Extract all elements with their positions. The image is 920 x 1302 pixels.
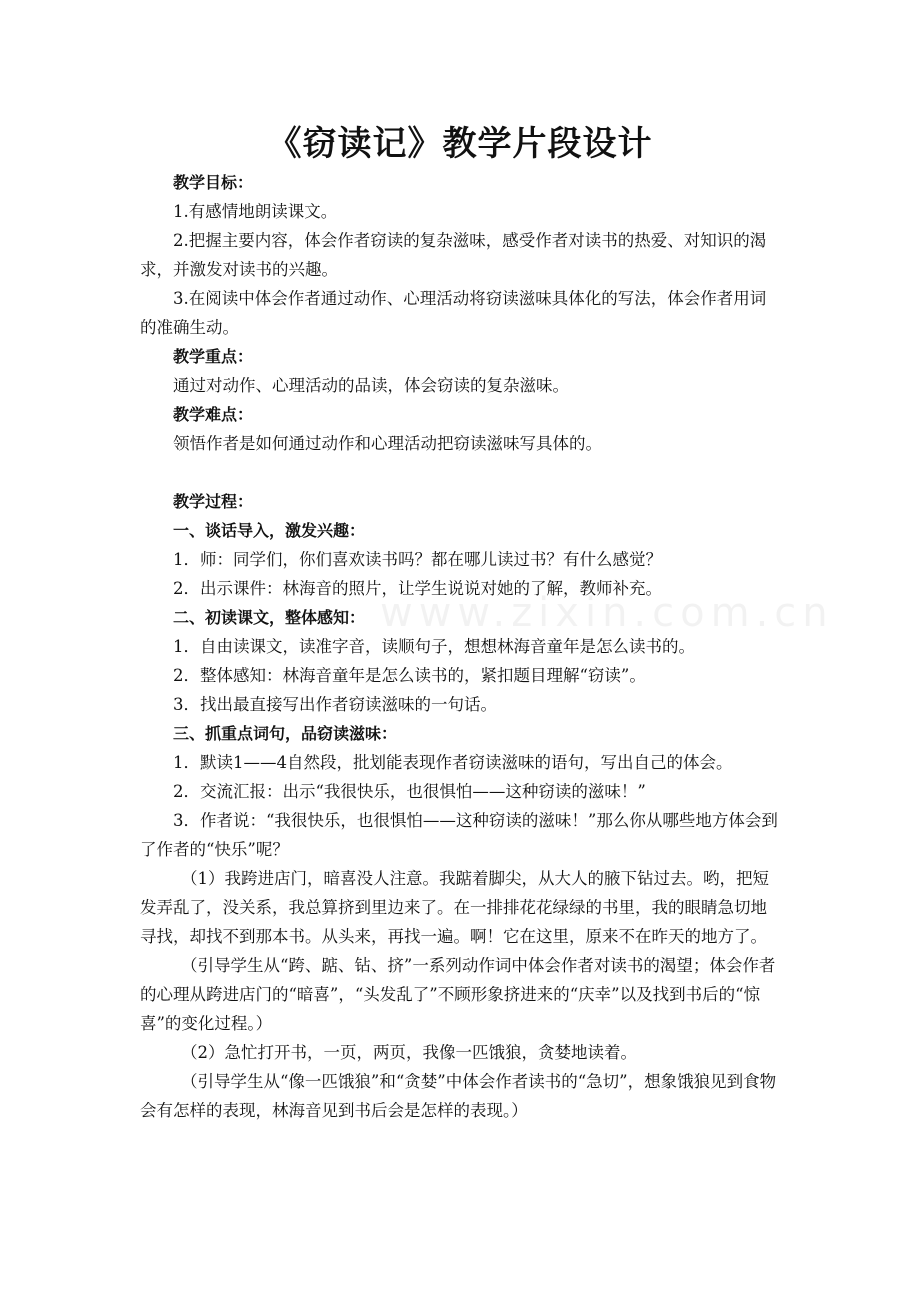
section-heading: 二、初读课文，整体感知： [173,608,366,627]
objective-item: 1.有感情地朗读课文。 [173,202,338,221]
difficulty-heading: 教学难点： [173,405,254,424]
section-heading: 一、谈话导入，激发兴趣： [173,521,366,540]
section-heading: 三、抓重点词句，品窃读滋味： [173,724,398,743]
guidance-paragraph: （引导学生从“跨、踮、钻、挤”一系列动作词中体会作者对读书的渴望；体会作者的心理从跨进店门的“暗喜”，“头发乱了”不顾形象挤进来的“庆幸”以及找到书后的“惊喜”的变化过程。） [140,956,776,1033]
process-item: 3．找出最直接写出作者窃读滋味的一句话。 [173,695,497,714]
objective-item: 2.把握主要内容，体会作者窃读的复杂滋味，感受作者对读书的热爱、对知识的渴求，并激发对读书的兴趣。 [140,231,767,279]
process-item: 1．自由读课文，读准字音，读顺句子，想想林海音童年是怎么读书的。 [173,637,695,656]
process-item: 2．交流汇报：出示“我很快乐，也很惧怕——这种窃读的滋味！” [173,782,646,801]
difficulty-text: 领悟作者是如何通过动作和心理活动把窃读滋味写具体的。 [173,434,602,453]
process-heading: 教学过程： [173,492,254,511]
guidance-paragraph: （引导学生从“像一匹饿狼”和“贪婪”中体会作者读书的“急切”，想象饿狼见到食物会有怎样的表现，林海音见到书后会是怎样的表现。） [140,1072,777,1120]
process-item: 1．师：同学们，你们喜欢读书吗？都在哪儿读过书？有什么感觉？ [173,550,662,569]
document-body [140,168,780,1125]
quote-paragraph: （2）急忙打开书，一页，两页，我像一匹饿狼，贪婪地读着。 [181,1043,637,1062]
page-title: 《窃读记》教学片段设计 [267,124,653,164]
objectives-heading: 教学目标： [173,173,254,192]
watermark: www.zixin.com.cn [380,590,834,636]
objective-item: 3.在阅读中体会作者通过动作、心理活动将窃读滋味具体化的写法，体会作者用词的准确生动。 [140,289,767,337]
process-item: 3．作者说：“我很快乐，也很惧怕——这种窃读的滋味！”那么你从哪些地方体会到了作者的“快乐”呢？ [140,811,778,859]
key-point-text: 通过对动作、心理活动的品读，体会窃读的复杂滋味。 [173,376,569,395]
process-item: 2．整体感知：林海音童年是怎么读书的，紧扣题目理解“窃读”。 [173,666,646,685]
quote-paragraph: （1）我跨进店门，暗喜没人注意。我踮着脚尖，从大人的腋下钻过去。哟，把短发弄乱了，没关系，我总算挤到里边来了。在一排排花花绿绿的书里，我的眼睛急切地寻找，却找不到那本书。从头来，再找一遍。啊！它在这里，原来不在昨天的地方了。 [140,869,769,946]
process-item: 2．出示课件：林海音的照片，让学生说说对她的了解，教师补充。 [173,579,662,598]
process-item: 1．默读1——4自然段，批划能表现作者窃读滋味的语句，写出自己的体会。 [173,753,733,772]
key-point-heading: 教学重点： [173,347,254,366]
blank-line [140,458,780,487]
